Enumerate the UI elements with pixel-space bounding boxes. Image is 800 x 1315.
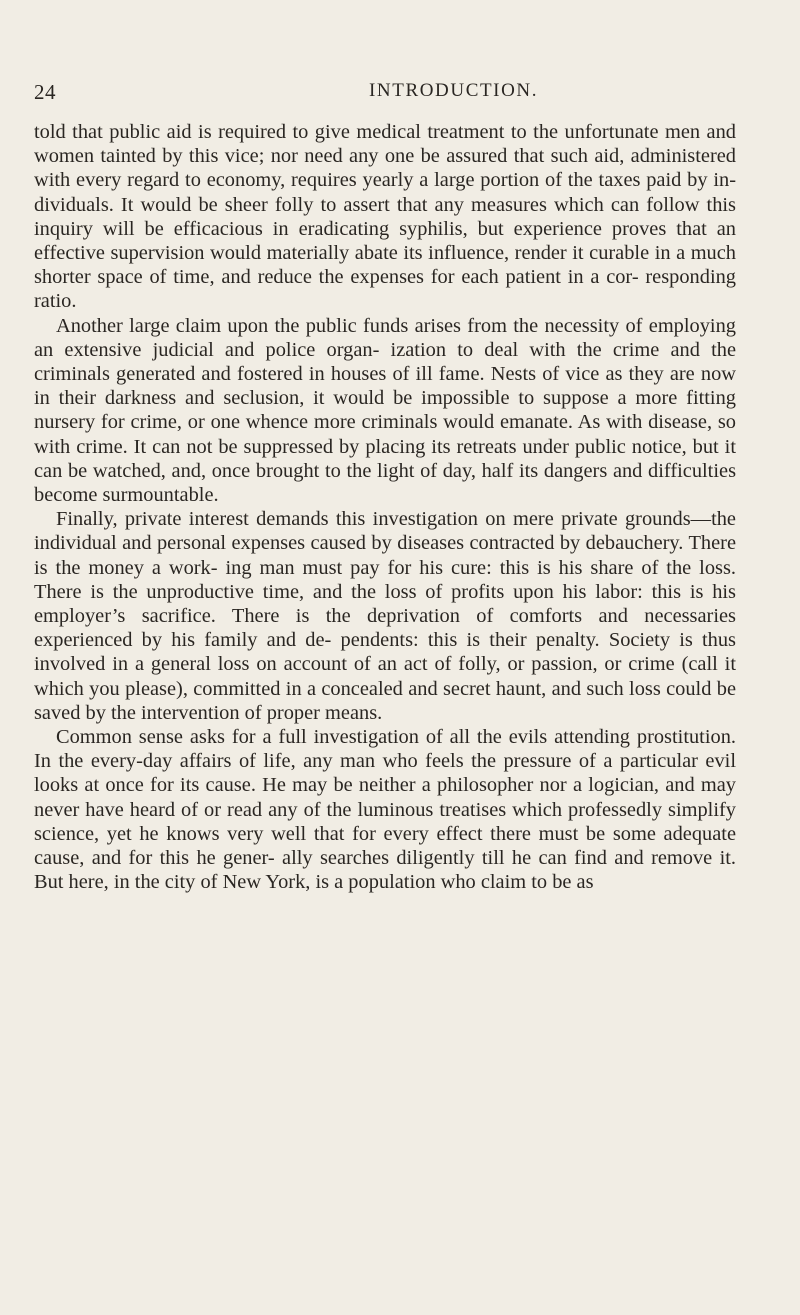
paragraph-common-sense: Common sense asks for a full investigation of all the evils attending prostitution. In the every-day affairs of life, any man who feels the pressure of a particular evil looks at once for its cause. He may be neither a philosopher nor a logician, and may never have heard of or read any of the luminous treatises which professedly simplify science, yet he knows very well that for every effect there must be some adequate cause, and for this he gener- ally searches diligently till he can find and remove it. But here, in the city of New York, is a population who claim to be as [34, 726, 736, 894]
paragraph-private-interest: Finally, private interest demands this investigation on mere private grounds—the individual and personal expenses caused by diseases contracted by debauchery. There is the money a work- ing man must pay for his cure: this is his share of the loss. There is the unproductive time, and the loss of profits upon his labor: this is his employer’s sacrifice. There is the deprivation of comforts and necessaries experienced by his family and de- pendents: this is their penalty. Society is thus involved in a general loss on account of an act of folly, or passion, or crime (call it which you please), committed in a concealed and secret haunt, and such loss could be saved by the intervention of proper means. [34, 508, 736, 724]
paragraph-public-funds: Another large claim upon the public funds arises from the necessity of employing an extensive judicial and police organ- ization to deal with the crime and the criminals generated and fostered in houses of ill fame. Nests of vice as they are now in their darkness and seclusion, it would be impossible to suppose a more fitting nursery for crime, or one whence more criminals would emanate. As with disease, so with crime. It can not be suppressed by placing its retreats under public notice, but it can be watched, and, once brought to the light of day, half its dangers and difficulties become surmountable. [34, 314, 736, 507]
body-text [34, 120, 736, 895]
running-head [34, 80, 734, 110]
running-title: INTRODUCTION. [369, 80, 539, 101]
paragraph-continuation: told that public aid is required to give medical treatment to the unfortunate men and women tainted by this vice; nor need any one be assured that such aid, administered with every regard to economy, requires yearly a large portion of the taxes paid by in- dividuals. It would be sheer folly to assert that any measures which can follow this inquiry will be efficacious in eradicating syphilis, but experience proves that an effective supervision would materially abate its influence, render it curable in a much shorter space of time, and reduce the expenses for each patient in a cor- responding ratio. [34, 121, 736, 313]
page-number: 24 [34, 80, 56, 104]
